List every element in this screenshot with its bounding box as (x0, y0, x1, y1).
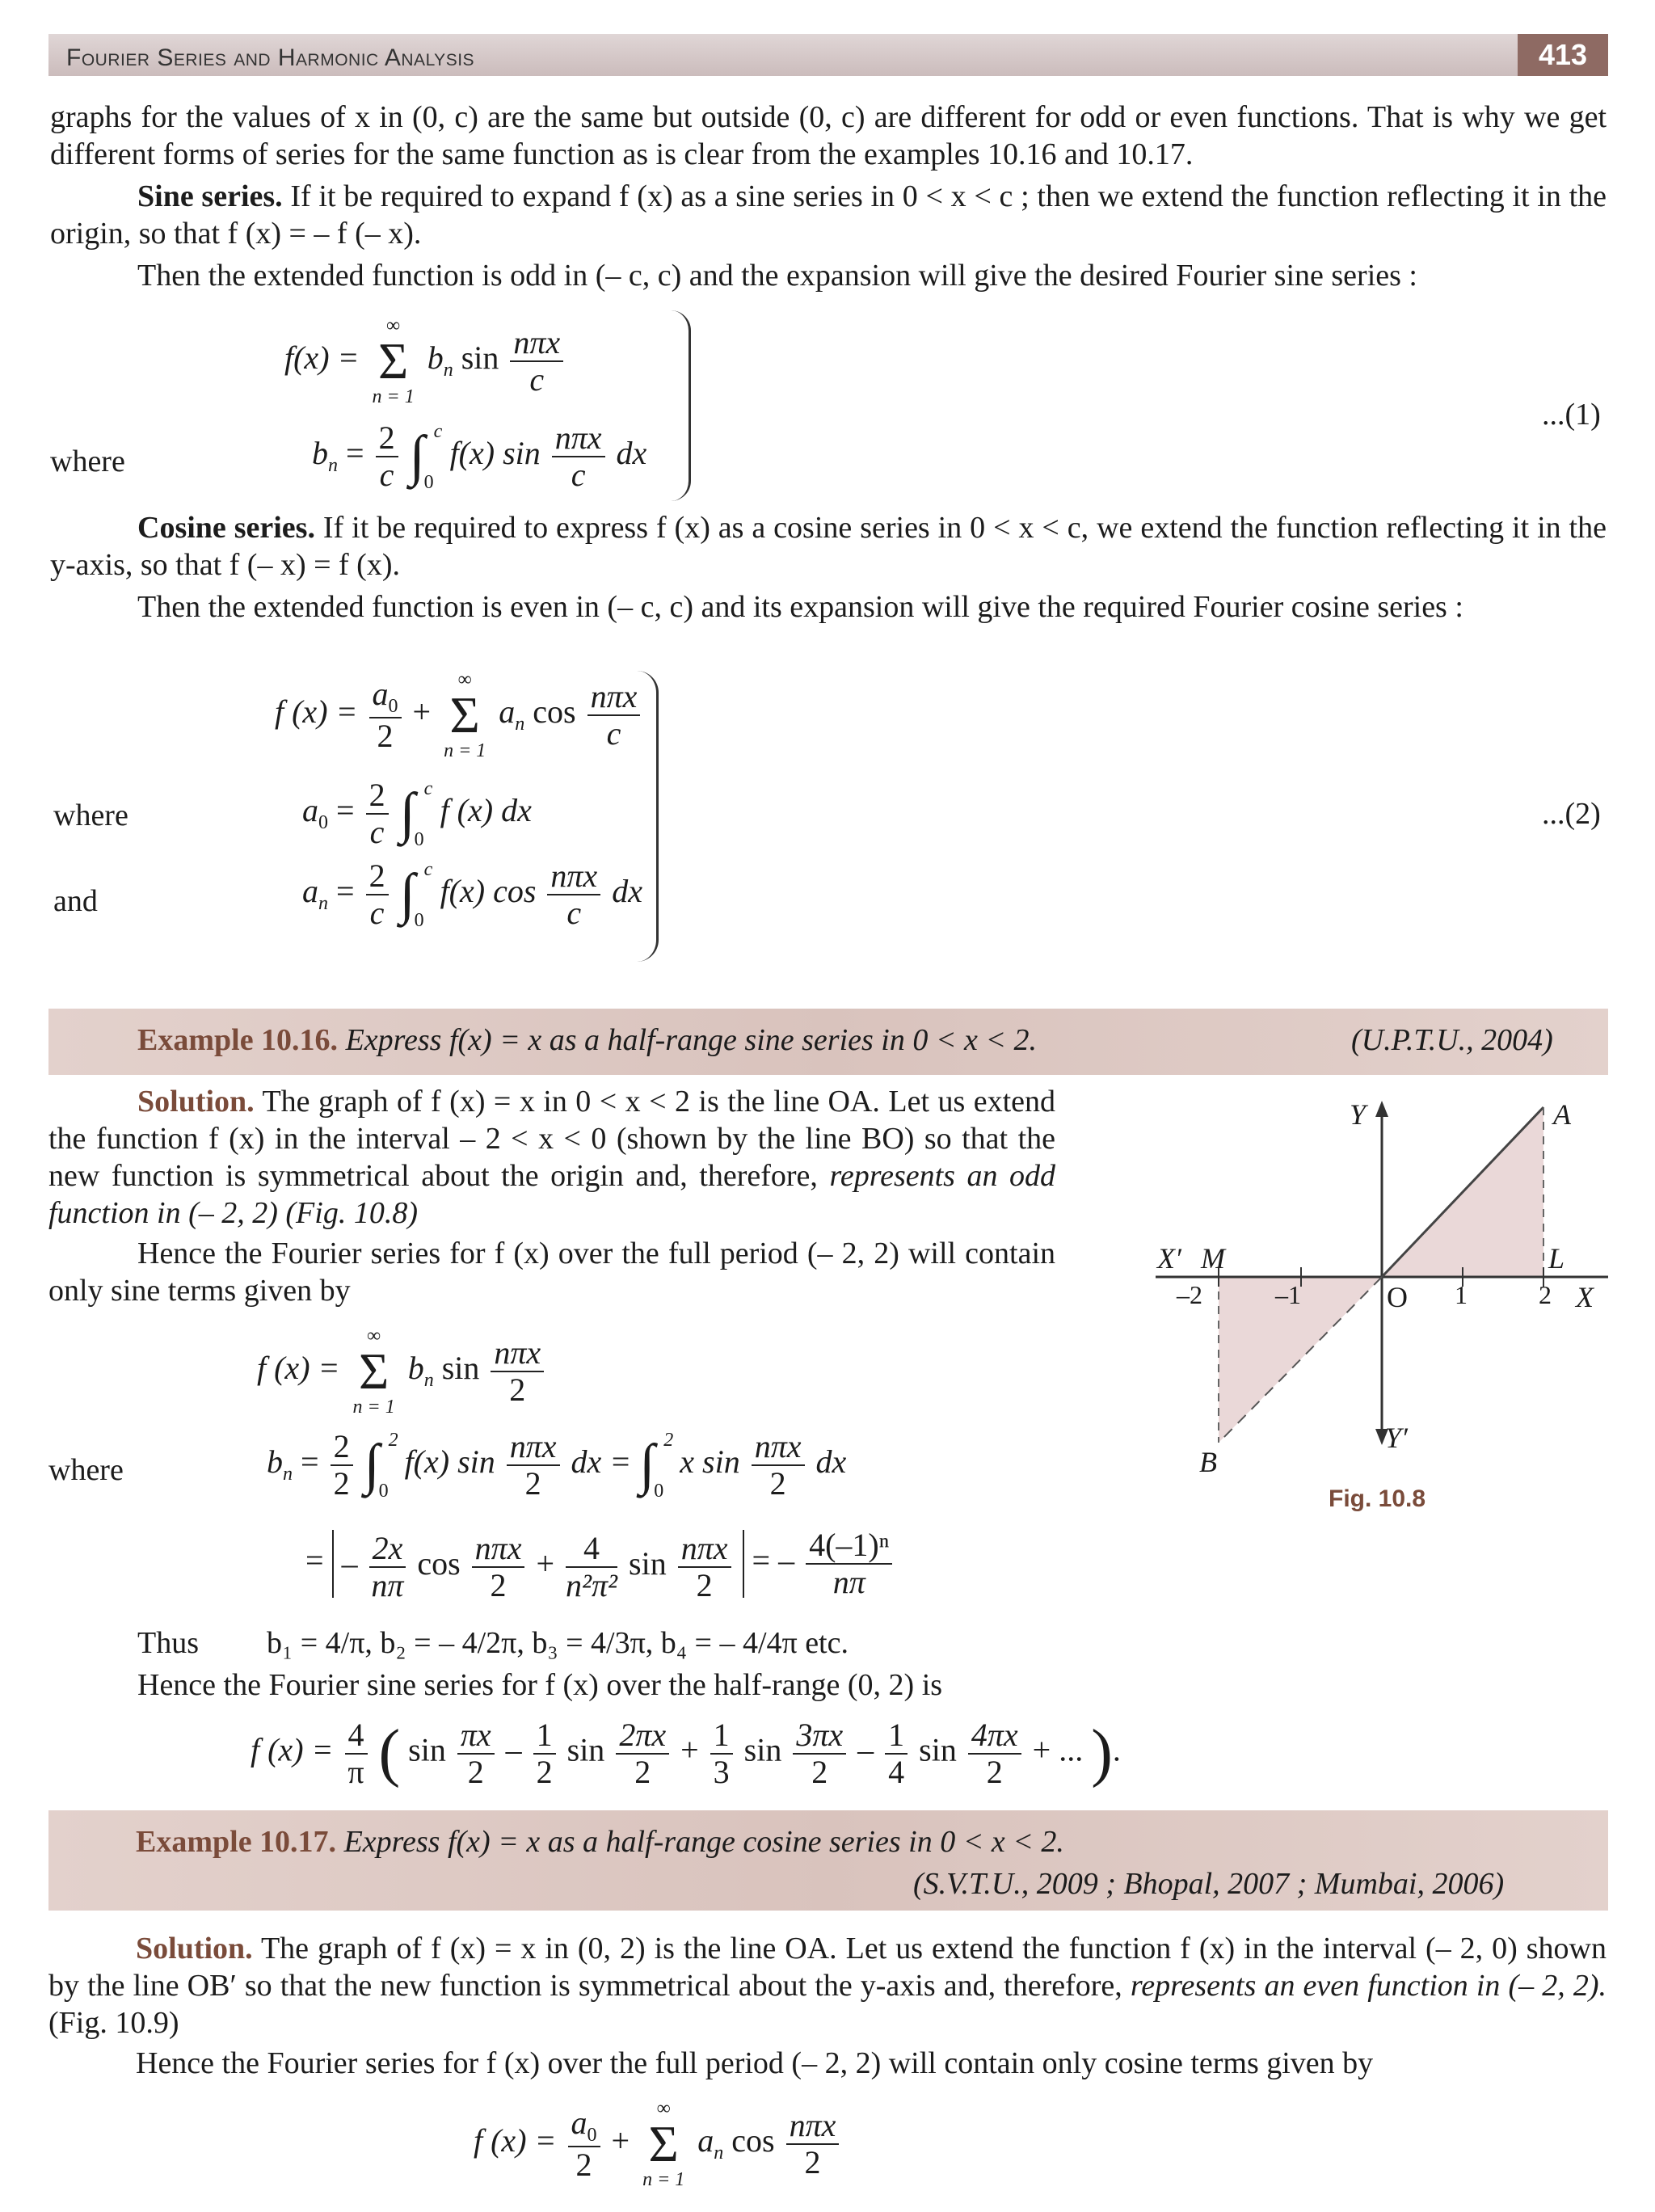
solution-heading-2: Solution. (136, 1932, 253, 1966)
example-10-16-statement: Express f(x) = x as a half-range sine series in 0 < x < 2. (338, 1023, 1037, 1057)
intro-paragraph: graphs for the values of x in (0, c) are the same but outside (0, c) are different for odd or even functions. That is why we get different forms of series for the same function as is clear from the examples 10.16 and 10.17. (50, 100, 1607, 171)
where-label-2: where (53, 798, 128, 832)
sine-then-text: Then the extended function is odd in (– c, c) and the expansion will give the desired Fourier sine series : (137, 259, 1417, 293)
example-10-17-series: f (x) = $\frac{a_0}{2}$ + ∞ Σ n = 1 $a_n$ cos $\frac{\text{nπx}}{2}$ (474, 2098, 842, 2190)
example-10-16-hence-2: Hence the Fourier sine series for f (x) over the half-range (0, 2) is (137, 1668, 943, 1702)
evaluation-bars: – $\frac{2x}{n\pi}$ cos $\frac{\text{nπx}}{2}$ + $\frac{4}{\text{n²π²}}$ sin $\frac{\text{nπx}}{2}$ (332, 1530, 744, 1598)
example-10-17-hence: Hence the Fourier series for f (x) over the full period (– 2, 2) will contain only cosine terms given by (136, 2046, 1374, 2080)
running-header-title: Fourier Series and Harmonic Analysis (66, 44, 475, 71)
right-brace-2 (637, 671, 659, 962)
fig-label-O: O (1387, 1281, 1408, 1313)
equation-tag-2: ...(2) (1542, 797, 1601, 831)
example-10-16-label: Example 10.16. (137, 1023, 339, 1057)
example-10-17-title (136, 1823, 1064, 1860)
y-arrow-up (1375, 1101, 1388, 1117)
example-10-17-label: Example 10.17. (136, 1825, 337, 1859)
fig-tick-minus2: –2 (1177, 1280, 1202, 1309)
final-sine-series: f (x) = $\frac{4}{\pi}$ ( sin $\frac{\pi x}{2}$ – $\frac{1}{2}$ sin $\frac{2\pi x}{2}$ + $\frac{1}{3}$ sin $\frac{3\pi x}{2}$ – $\frac{1}{4}$ sin $\frac{4\pi x}{2}$ + ... ). (251, 1716, 1121, 1790)
and-label: and (53, 884, 98, 918)
sine-series-text: If it be required to expand f (x) as a sine series in 0 < x < c ; then we extend the function reflecting it in the origin, so that f (x) = – f (– x). (50, 179, 1607, 251)
fig-label-X: X (1576, 1281, 1594, 1313)
eq1-sin: sin (461, 339, 499, 377)
cosine-series-heading: Cosine series. (137, 511, 315, 545)
cosine-then-text: Then the extended function is even in (– c, c) and its expansion will give the required Fourier cosine series : (137, 590, 1463, 624)
example-10-16-solution: Solution. The graph of f (x) = x in 0 < x < 2 is the line OA. Let us extend the function f (x) in the interval – 2 < x < 0 (shown by the line BO) so that the new function is symmetrical about the origin and, therefore, represents an odd function in (– 2, 2) (Fig. 10.8) (48, 1085, 1055, 1230)
where-label-3: where (48, 1453, 124, 1487)
sine-series-formula: f(x) = ∞ Σ n = 1 $b_n$ sin $\frac{\text{nπx}}{c}$ (284, 315, 566, 407)
fig-tick-1: 1 (1455, 1280, 1468, 1309)
cosine-series-paragraph (50, 509, 1607, 584)
fig-tick-minus1: –1 (1275, 1280, 1301, 1309)
fig-label-A: A (1553, 1098, 1571, 1131)
sine-series-heading: Sine series. (137, 179, 283, 213)
fig-label-X-prime: X′ (1157, 1242, 1181, 1275)
thus-label: Thus (137, 1626, 199, 1660)
example-10-17-statement: Express f(x) = x as a half-range cosine series in 0 < x < 2. (336, 1825, 1064, 1859)
sine-series-paragraph (50, 178, 1607, 252)
fig-label-Y: Y (1350, 1098, 1367, 1131)
example-10-17-solution: Solution. The graph of f (x) = x in (0, 2) is the line OA. Let us extend the function f (x) in the interval (– 2, 0) shown by the line OB′ so that the new function is symmetrical about the y-axis and, therefore, represents an even function in (– 2, 2). (Fig. 10.9) (48, 1932, 1607, 2040)
fig-tick-2: 2 (1539, 1280, 1552, 1309)
example-10-16-hence: Hence the Fourier series for f (x) over the full period (– 2, 2) will contain only sine terms given by (48, 1237, 1055, 1308)
example-10-16-series: f (x) = ∞ Σ n = 1 $b_n$ sin $\frac{\text{nπx}}{2}$ (257, 1325, 547, 1418)
fig-label-B: B (1199, 1446, 1217, 1478)
where-label-1: where (50, 445, 125, 478)
fig-label-M: M (1201, 1242, 1225, 1275)
integral-sign: ∫ c 0 (409, 421, 443, 493)
example-10-16-title (137, 1022, 1037, 1059)
right-brace-1 (671, 310, 691, 501)
example-10-16-source: (U.P.T.U., 2004) (1351, 1023, 1553, 1057)
bn-formula: $b_n$ = $\frac{2}{c}$ ∫ c 0 f(x) sin $\frac{\text{nπx}}{c}$ dx (312, 419, 647, 493)
a0-formula: $a_0$ = $\frac{2}{c}$ ∫ c 0 f (x) dx (302, 777, 532, 850)
equation-tag-1: ...(1) (1542, 398, 1601, 432)
solution-heading: Solution. (137, 1085, 255, 1119)
fig-label-Y-prime: Y′ (1385, 1422, 1408, 1454)
an-formula: $a_n$ = $\frac{2}{c}$ ∫ c 0 f(x) cos $\frac{\text{nπx}}{c}$ dx (302, 857, 642, 931)
cosine-series-text: If it be required to express f (x) as a cosine series in 0 < x < c, we extend the function reflecting it in the y-axis, so that f (– x) = f (x). (50, 511, 1607, 582)
cosine-series-formula: f (x) = $\frac{a_0}{2}$ + ∞ Σ n = 1 $a_n$ cos $\frac{\text{nπx}}{c}$ (275, 669, 643, 761)
bn-evaluation: $b_n$ = $\frac{2}{2}$ ∫ 2 0 f(x) sin $\frac{\text{nπx}}{2}$ dx = ∫ 2 0 x sin $\frac{\text{nπx}}{2}$ dx (267, 1428, 847, 1502)
eq1-lhs: f(x) = (284, 339, 360, 377)
eq1-b: b (427, 339, 444, 377)
summation-sign: ∞ Σ n = 1 (372, 315, 415, 407)
fig-label-L: L (1548, 1242, 1565, 1275)
figure-caption: Fig. 10.8 (1329, 1485, 1426, 1512)
page-number: 413 (1518, 34, 1608, 76)
bn-integration-result: = – $\frac{2x}{n\pi}$ cos $\frac{\text{nπx}}{2}$ + $\frac{4}{\text{n²π²}}$ sin $\frac{\text{nπx}}{2}$ = – $\frac{\text{4(–1)ⁿ}}{n\pi}$ (305, 1527, 895, 1600)
example-10-17-source: (S.V.T.U., 2009 ; Bhopal, 2007 ; Mumbai, 2006) (913, 1867, 1505, 1901)
coefficient-values: b₁ = 4/π, b₂ = – 4/2π, b₃ = 4/3π, b₄ = – 4/4π etc. (267, 1626, 849, 1660)
